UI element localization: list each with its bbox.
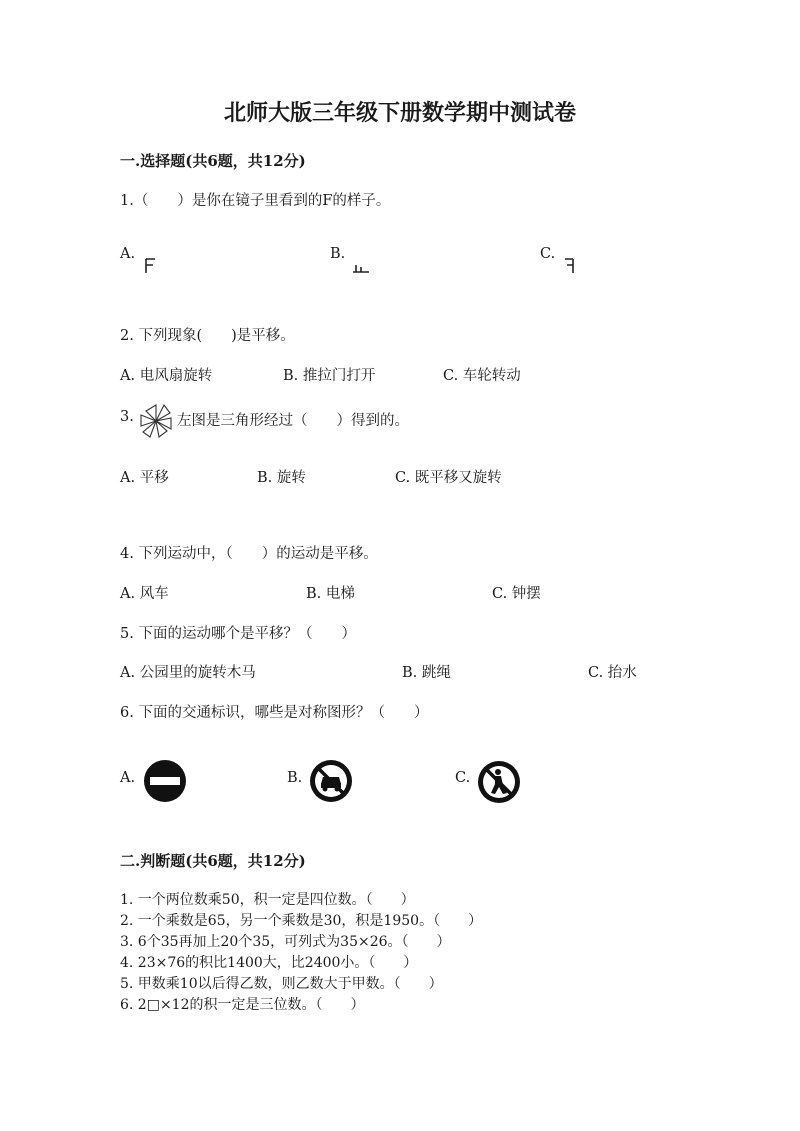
no-motor-vehicles-sign-icon xyxy=(309,759,353,803)
q5-option-a: A. 公园里的旋转木马 xyxy=(120,665,256,681)
q4-option-a: A. 风车 xyxy=(120,586,169,602)
no-entry-sign-icon xyxy=(143,759,187,803)
rotated-f-option-b-icon xyxy=(352,262,370,274)
judge-item-2: 2. 一个乘数是65，另一个乘数是30，积是1950。（ ） xyxy=(120,913,483,929)
judge-item-6: 6. 2□×12的积一定是三位数。（ ） xyxy=(120,997,365,1013)
q2-option-c: C. 车轮转动 xyxy=(443,368,521,384)
q6-option-a-label: A. xyxy=(120,770,136,786)
q4-option-c: C. 钟摆 xyxy=(492,586,541,602)
q5-option-c: C. 抬水 xyxy=(588,665,637,681)
question-4-text: 4. 下列运动中，（ ）的运动是平移。 xyxy=(120,546,378,562)
question-3-text: 左图是三角形经过（ ）得到的。 xyxy=(177,413,409,429)
judge-item-3: 3. 6个35再加上20个35，可列式为35×26。（ ） xyxy=(120,934,451,950)
q3-option-c: C. 既平移又旋转 xyxy=(395,470,502,486)
q6-option-b-label: B. xyxy=(287,770,303,786)
question-5-text: 5. 下面的运动哪个是平移？（ ） xyxy=(120,626,356,642)
q5-option-b: B. 跳绳 xyxy=(402,665,451,681)
q2-option-b: B. 推拉门打开 xyxy=(283,368,376,384)
q6-option-c-label: C. xyxy=(455,770,471,786)
mirrored-f-option-a-icon xyxy=(144,258,158,274)
q1-option-b-label: B. xyxy=(330,246,346,262)
question-6-text: 6. 下面的交通标识，哪些是对称图形？（ ） xyxy=(120,705,429,721)
no-pedestrians-sign-icon xyxy=(477,760,521,804)
question-3-number: 3. xyxy=(120,409,134,425)
pinwheel-triangles-icon xyxy=(138,402,174,440)
q3-option-b: B. 旋转 xyxy=(257,470,306,486)
q2-option-a: A. 电风扇旋转 xyxy=(120,368,213,384)
judge-item-5: 5. 甲数乘10以后得乙数，则乙数大于甲数。（ ） xyxy=(120,976,443,992)
section-1-heading: 一.选择题(共6题，共12分) xyxy=(120,152,306,170)
q4-option-b: B. 电梯 xyxy=(306,586,355,602)
page-title: 北师大版三年级下册数学期中测试卷 xyxy=(223,100,576,126)
judge-item-1: 1. 一个两位数乘50，积一定是四位数。（ ） xyxy=(120,892,415,908)
question-1-text: 1.（ ）是你在镜子里看到的F的样子。 xyxy=(120,193,391,209)
section-2-heading: 二.判断题(共6题，共12分) xyxy=(120,852,306,870)
q3-option-a: A. 平移 xyxy=(120,470,169,486)
q1-option-a-label: A. xyxy=(120,246,136,262)
q1-option-c-label: C. xyxy=(540,246,556,262)
reversed-f-option-c-icon xyxy=(562,258,576,274)
question-2-text: 2. 下列现象( )是平移。 xyxy=(120,328,295,344)
judge-item-4: 4. 23×76的积比1400大，比2400小。（ ） xyxy=(120,955,418,971)
